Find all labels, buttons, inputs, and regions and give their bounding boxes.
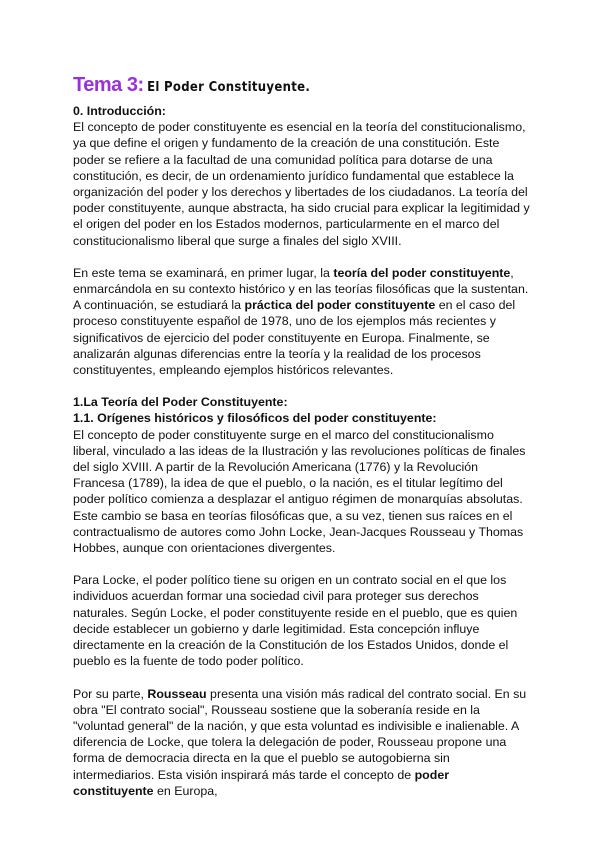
- intro-paragraph-1: El concepto de poder constituyente es esencial en la teoría del constitucionalismo, ya que define el origen y fundamento de la creación de una constitución. Este poder se refiere a la facultad de una comunidad política para dotarse de una constitución, es decir, de un ordenamiento jurídico fundamental que establece la organización del poder y los derechos y libertades de los ciudadanos. La teoría del poder constituyente, aunque abstracta, ha sido crucial para explicar la legitimidad y el origen del poder en los Estados modernos, particularmente en el marco del constitucionalismo liberal que surge a finales del siglo XVIII.: [73, 120, 530, 248]
- intro-p2-text-e: en el caso del proceso constituyente español de 1978, uno de los ejemplos más recientes y significativos de ejercicio del poder constituyente en Europa. Finalmente, se analizarán algunas diferencias entre la teoría y la realidad de los procesos constituyentes, empleando ejemplos históricos relevantes.: [73, 298, 516, 378]
- s11-p3-text-a: Por su parte,: [73, 686, 148, 701]
- s11-p3-bold-poder: poder constituyente: [73, 767, 450, 798]
- s11-p3-text-e: en Europa,: [153, 783, 218, 798]
- intro-p2-bold-theory: teoría del poder constituyente: [333, 265, 511, 280]
- document-body: [73, 74, 533, 815]
- section-1-1-paragraph-3: [73, 686, 533, 799]
- title-prefix: Tema 3:: [73, 74, 144, 96]
- s11-p3-text-c: presenta una visión más radical del contrato social. En su obra "El contrato social", Rousseau sostiene que la soberanía reside en la "voluntad general" de la nación, y que esta voluntad es indivisible e inalienable. A diferencia de Locke, que tolera la delegación de poder, Rousseau propone una forma de democracia directa en la que el pueblo se autogobierna sin intermediarios. Esta visión inspirará más tarde el concepto de: [73, 686, 527, 782]
- section-1-1-heading: 1.1. Orígenes históricos y filosóficos del poder constituyente:: [73, 411, 437, 426]
- intro-p2-text-a: En este tema se examinará, en primer lugar, la: [73, 265, 334, 280]
- page-title: [73, 74, 533, 99]
- intro-paragraph-2: [73, 265, 533, 378]
- intro-p2-bold-practice: práctica del poder constituyente: [244, 298, 436, 313]
- intro-p2-text-c: , enmarcándola en su contexto histórico y en las teorías filosóficas que la sustentan. A continuación, se estudiará la: [73, 265, 529, 313]
- s11-p3-bold-rousseau: Rousseau: [147, 686, 207, 701]
- section-1-1-paragraph-1: El concepto de poder constituyente surge en el marco del constitucionalismo liberal, vinculado a las ideas de la Ilustración y las revoluciones políticas de finales del siglo XVIII. A partir de la Revolución Americana (1776) y la Revolución Francesa (1789), la idea de que el pueblo, o la nación, es el titular legítimo del poder político comienza a desplazar el antiguo régimen de monarquías absolutas. Este cambio se basa en teorías filosóficas que, a su vez, tienen sus raíces en el contractualismo de autores como John Locke, Jean-Jacques Rousseau y Thomas Hobbes, aunque con orientaciones divergentes.: [73, 427, 526, 556]
- title-text: El Poder Constituyente.: [147, 80, 311, 95]
- intro-heading: 0. Introducción:: [73, 104, 166, 118]
- section-1-heading: 1.La Teoría del Poder Constituyente:: [73, 395, 288, 410]
- section-1-1-paragraph-2: Para Locke, el poder político tiene su origen en un contrato social en el que los individuos acuerdan formar una sociedad civil para proteger sus derechos naturales. Según Locke, el poder constituyente reside en el pueblo, que es quien decide establecer un gobierno y darle legitimidad. Esta concepción influye directamente en la creación de la Constitución de los Estados Unidos, donde el pueblo es la fuente de todo poder político.: [73, 573, 518, 669]
